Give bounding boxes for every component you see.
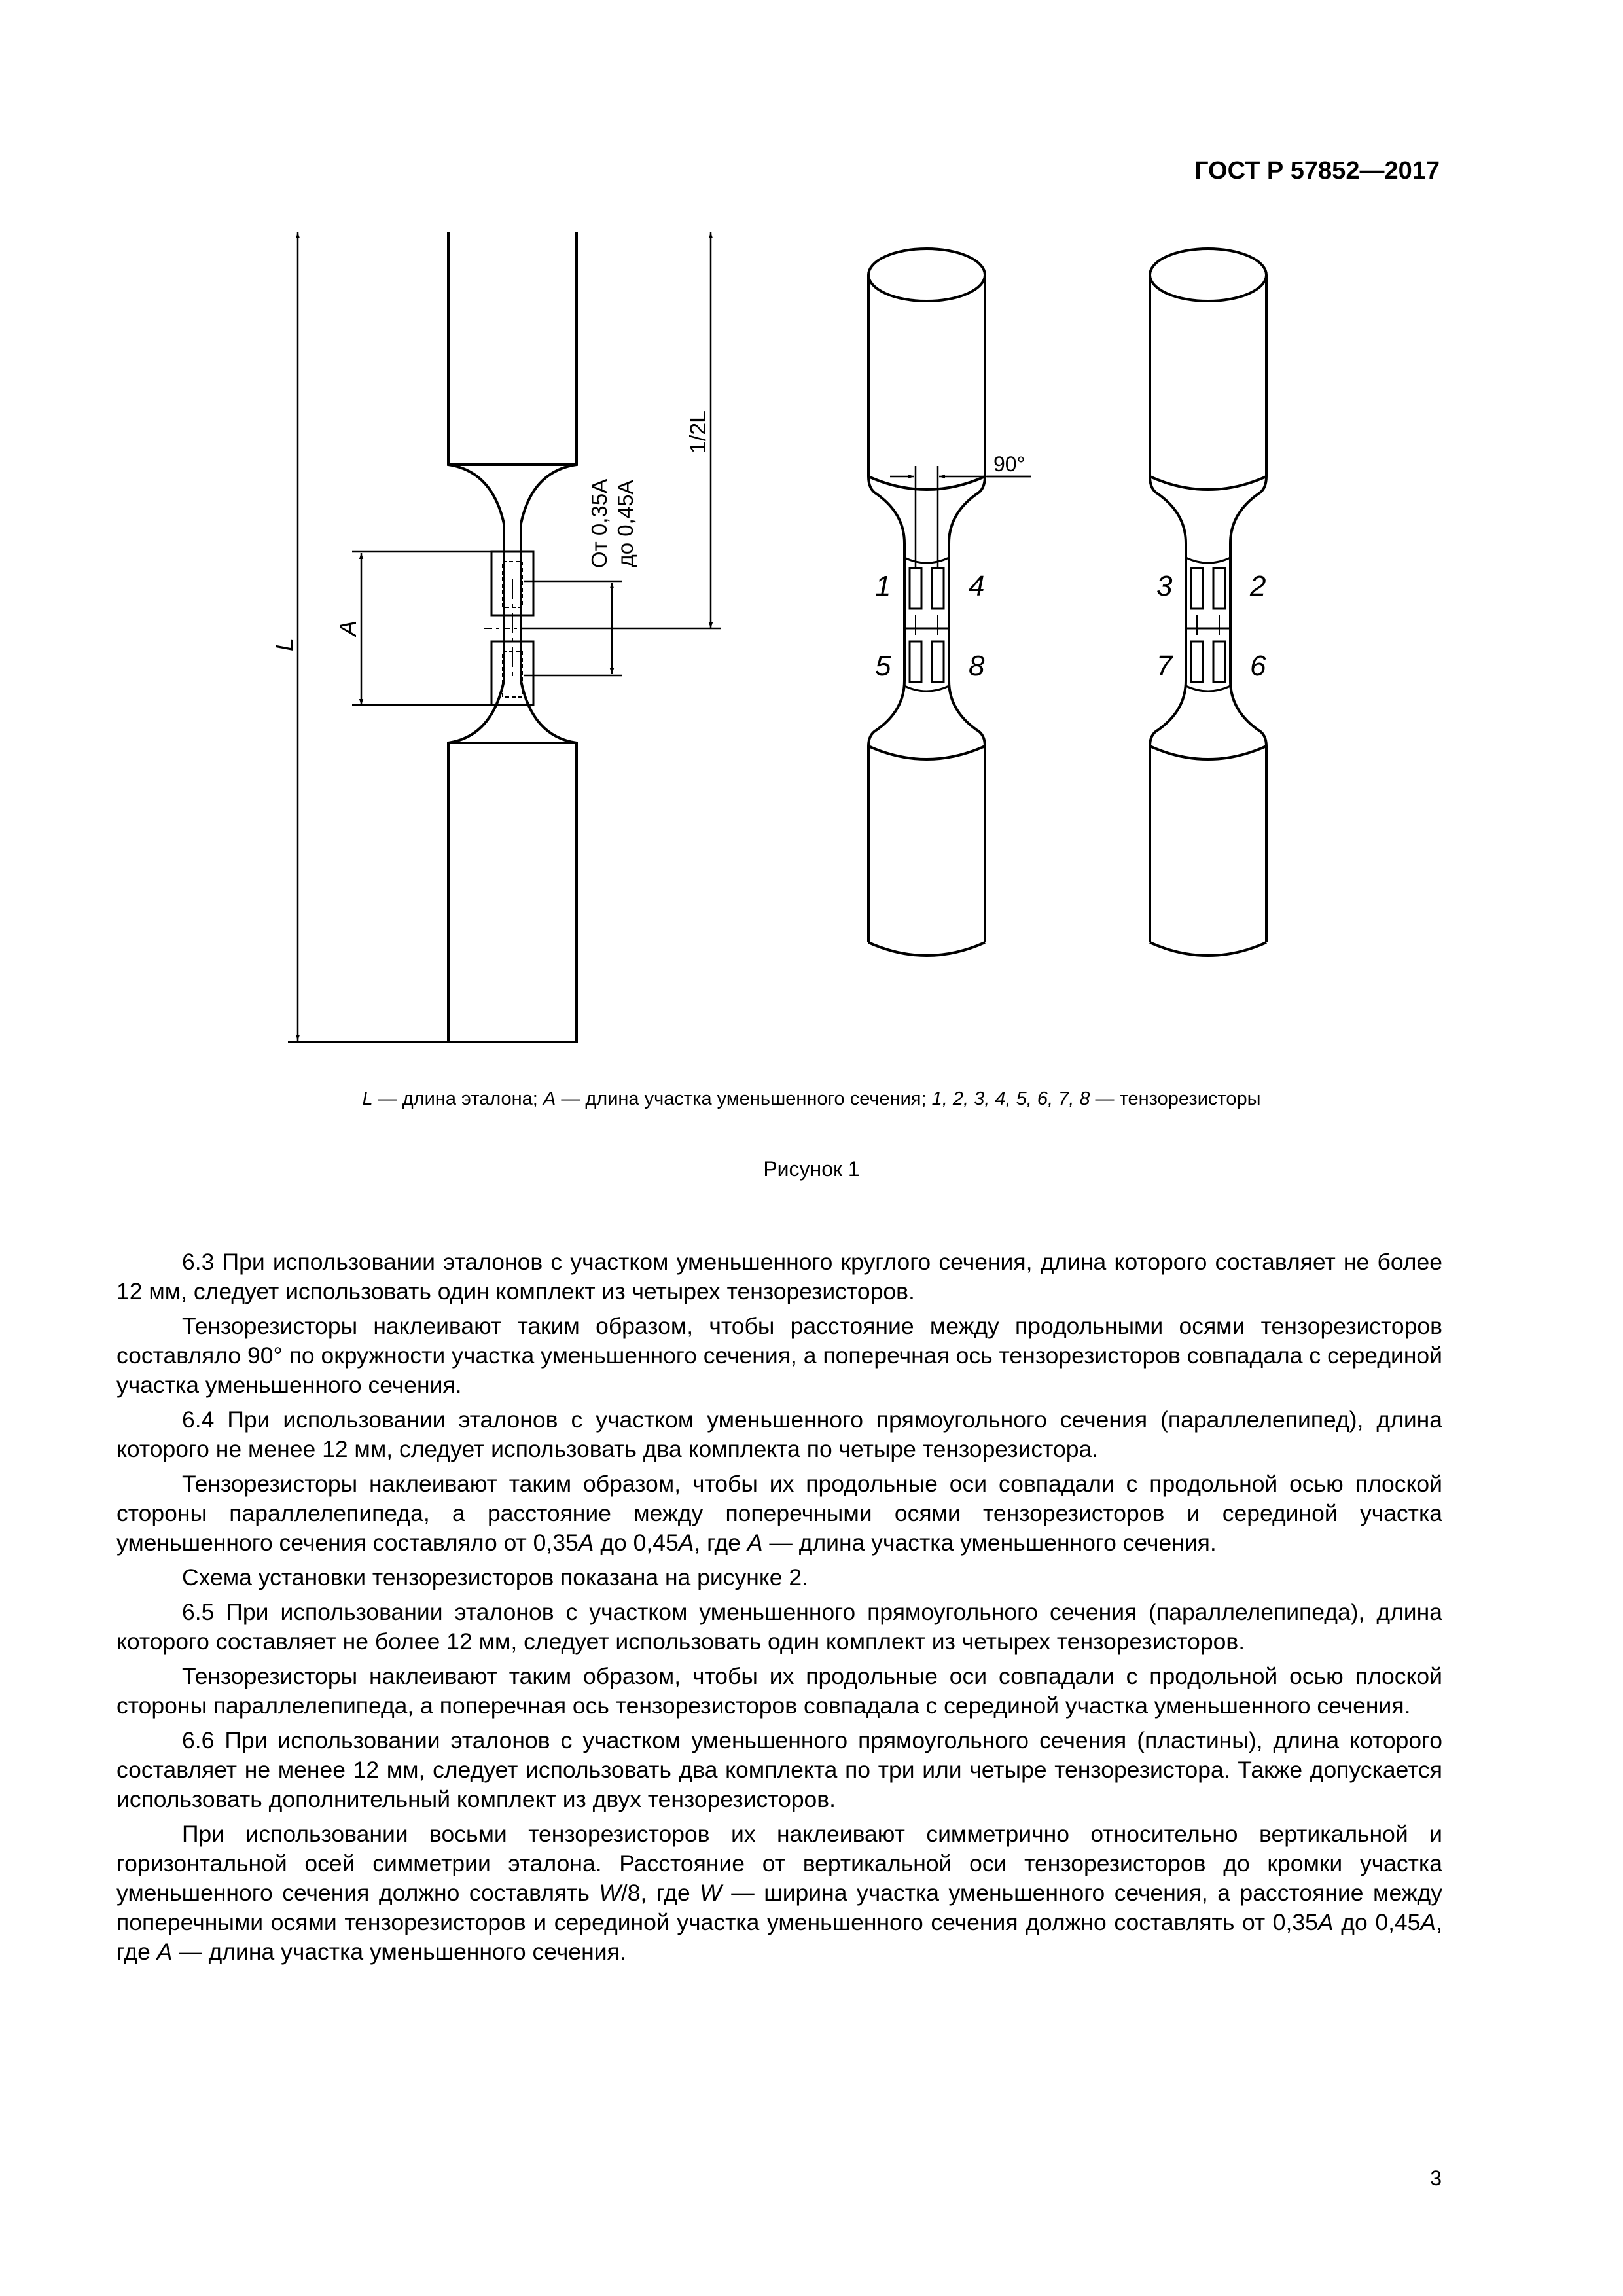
gauge-label-5: 5 (875, 650, 891, 682)
paragraph-text: Тензорезисторы наклеивают таким образом, чтобы их продольные оси совпадали с продольной осью плоской стороны параллелепипеда, а расстояние между поперечными осями тензорезисторов и серединой участка уменьшенного сечения составляло от 0,35 (116, 1471, 1442, 1556)
legend-l-text: — длина эталона; (372, 1088, 543, 1109)
figure-legend (0, 1088, 1623, 1110)
legend-l-symbol: L (362, 1088, 373, 1109)
dim-label-range-to: до 0,45A (613, 480, 637, 567)
body-text (116, 1247, 1442, 1972)
paragraph-text: Схема установки тензорезисторов показана на рисунке 2. (182, 1564, 808, 1590)
round-specimen-a-gauges (904, 558, 949, 691)
figure-1 (0, 0, 1623, 1113)
paragraph-text: 6.4 При использовании эталонов с участком уменьшенного прямоугольного сечения (параллелепипед), длина которого не менее 12 мм, следует использовать два комплекта по четыре тензорезистора. (116, 1407, 1442, 1462)
paragraph-text: Тензорезисторы наклеивают таким образом, чтобы расстояние между продольными осями тензорезисторов составляло 90° по окружности участка уменьшенного сечения, а поперечная ось тензорезисторов совпадала с серединой участка уменьшенного сечения. (116, 1313, 1442, 1398)
paragraph-text: При использовании восьми тензорезисторов их наклеивают симметрично относительно вертикальной и горизонтальной осей симметрии эталона. Расстояние от вертикальной оси тензорезисторов до кромки участка уменьшенного сечения должно составлять (116, 1821, 1442, 1906)
paragraph (116, 1312, 1442, 1400)
italic-symbol: W (599, 1880, 621, 1906)
paragraph-text: , где (694, 1530, 747, 1556)
gauge-label-3: 3 (1156, 570, 1173, 602)
paragraph (116, 1247, 1442, 1306)
paragraph-text: , где (116, 1909, 1442, 1965)
gauge-label-8: 8 (969, 650, 985, 682)
gauge-label-2: 2 (1250, 570, 1266, 602)
paragraph-text: 6.3 При использовании эталонов с участком уменьшенного круглого сечения, длина которого составляет не более 12 мм, следует использовать один комплект из четырех тензорезисторов. (116, 1249, 1442, 1304)
gost-header: ГОСТ Р 57852—2017 (1194, 157, 1440, 185)
page-number: 3 (1430, 2166, 1442, 2190)
paragraph-text: Тензорезисторы наклеивают таким образом, чтобы их продольные оси совпадали с продольной осью плоской стороны параллелепипеда, а поперечная ось тензорезисторов совпадала с серединой участка уменьшенного сечения. (116, 1663, 1442, 1719)
round-specimen-a (868, 249, 985, 956)
paragraph-text: до 0,45 (594, 1530, 679, 1556)
round-specimen-b (1150, 249, 1266, 956)
gauge-label-1: 1 (875, 570, 891, 602)
italic-symbol: A (1317, 1909, 1334, 1935)
dim-label-L: L (271, 637, 298, 652)
angle-annotation (890, 466, 1031, 569)
italic-symbol: A (156, 1939, 173, 1965)
legend-a-text: — длина участка уменьшенного сечения; (556, 1088, 932, 1109)
italic-symbol: A (747, 1530, 763, 1556)
gauge-label-6: 6 (1250, 650, 1266, 682)
dim-label-half-L: 1/2L (686, 410, 711, 454)
flat-specimen (448, 232, 577, 1042)
paragraph (116, 1726, 1442, 1814)
paragraph (116, 1563, 1442, 1592)
paragraph (116, 1662, 1442, 1721)
italic-symbol: A (578, 1530, 594, 1556)
angle-label: 90° (993, 452, 1026, 476)
round-specimen-b-gauges (1186, 558, 1230, 691)
italic-symbol: W (700, 1880, 722, 1906)
gauge-label-4: 4 (969, 570, 985, 602)
italic-symbol: A (1420, 1909, 1436, 1935)
paragraph-text: 6.6 При использовании эталонов с участком уменьшенного прямоугольного сечения (пластины), длина которого составляет не менее 12 мм, следует использовать два комплекта по три или четыре тензорезистора. Также допускается использовать дополнительный комплект из двух тензорезисторов. (116, 1727, 1442, 1812)
gauge-label-7: 7 (1156, 650, 1173, 682)
legend-a-symbol: A (543, 1088, 556, 1109)
figure-caption: Рисунок 1 (763, 1157, 860, 1181)
paragraph-text: 6.5 При использовании эталонов с участком уменьшенного прямоугольного сечения (параллелепипеда), длина которого составляет не более 12 мм, следует использовать один комплект из четырех тензорезисторов. (116, 1599, 1442, 1655)
legend-gauge-numbers: 1, 2, 3, 4, 5, 6, 7, 8 (931, 1088, 1090, 1109)
paragraph-text: /8, где (620, 1880, 700, 1906)
legend-gauge-text: — тензорезисторы (1090, 1088, 1261, 1109)
paragraph-text: — ширина участка уменьшенного сечения, а расстояние между поперечными осями тензорезисторов и серединой участка уменьшенного сечения должно составлять от 0,35 (116, 1880, 1442, 1935)
dim-label-range-from: От 0,35A (587, 478, 611, 569)
paragraph (116, 1405, 1442, 1464)
paragraph (116, 1598, 1442, 1657)
paragraph-text: — длина участка уменьшенного сечения. (172, 1939, 626, 1965)
paragraph-text: — длина участка уменьшенного сечения. (762, 1530, 1217, 1556)
paragraph-text: до 0,45 (1333, 1909, 1421, 1935)
paragraph (116, 1820, 1442, 1967)
paragraph (116, 1469, 1442, 1558)
dim-label-A: A (334, 620, 361, 637)
italic-symbol: A (678, 1530, 694, 1556)
